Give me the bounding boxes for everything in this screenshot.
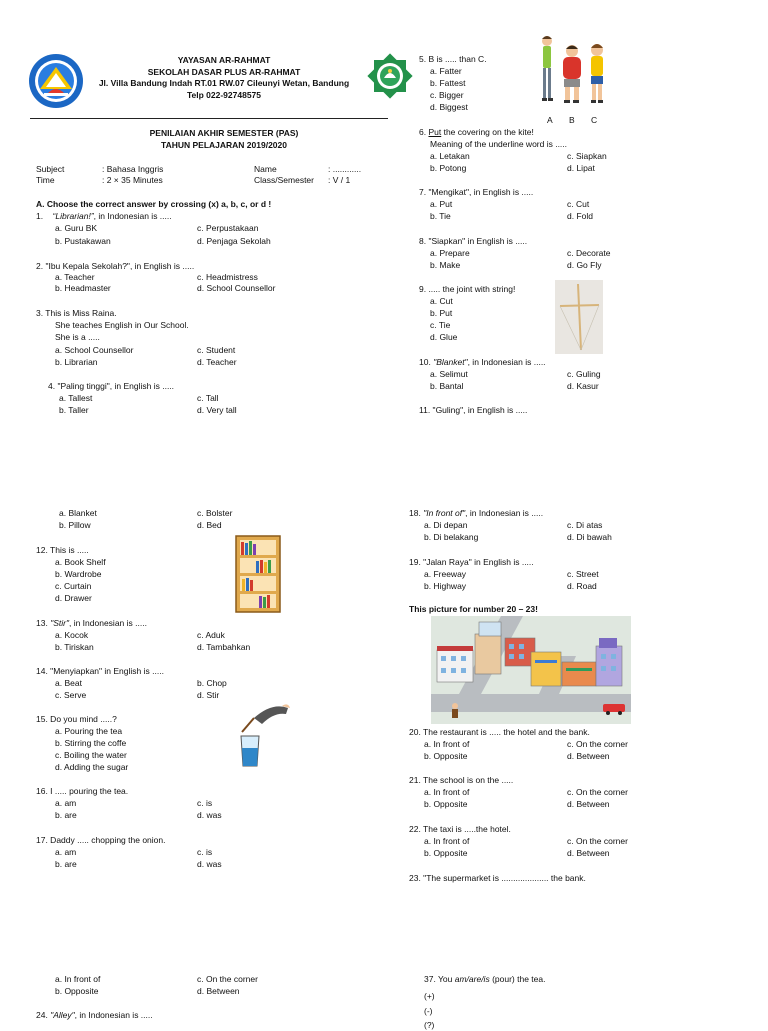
q14-rest: in English is .....: [102, 666, 164, 676]
q13-option-a[interactable]: a. Kocok: [55, 630, 89, 640]
question-8: [419, 236, 527, 247]
q1-option-a[interactable]: a. Guru BK: [55, 223, 98, 233]
q4-option-a[interactable]: a. Tallest: [59, 393, 93, 403]
q7-option-b[interactable]: b. Tie: [430, 211, 451, 221]
q3-option-c[interactable]: c. Student: [197, 345, 236, 355]
question-22: 22. The taxi is .....the hotel.: [409, 824, 511, 834]
q11-option-d[interactable]: d. Bed: [197, 520, 222, 530]
school-address: Jl. Villa Bandung Indah RT.01 RW.07 Cileunyi Wetan, Bandung: [98, 78, 350, 88]
q18-option-a[interactable]: a. Di depan: [424, 520, 468, 530]
q23-option-c[interactable]: c. On the corner: [197, 974, 258, 984]
q10-option-a[interactable]: a. Selimut: [430, 369, 468, 379]
q21-option-c[interactable]: c. On the corner: [567, 787, 628, 797]
q24-term: "Alley": [50, 1010, 75, 1020]
q21-option-d[interactable]: d. Between: [567, 799, 610, 809]
q2-option-b[interactable]: b. Headmaster: [55, 283, 111, 293]
q7-option-d[interactable]: d. Fold: [567, 211, 593, 221]
question-2: [36, 261, 194, 272]
q17-option-a[interactable]: a. am: [55, 847, 77, 857]
q16-option-d[interactable]: d. was: [197, 810, 222, 820]
q7-option-a[interactable]: a. Put: [430, 199, 453, 209]
time-label: Time: [36, 175, 55, 185]
question-37: [424, 974, 545, 985]
q9-option-b[interactable]: b. Put: [430, 308, 453, 318]
q22-option-c[interactable]: c. On the corner: [567, 836, 628, 846]
q10-num: 10.: [419, 357, 434, 367]
kite-frame-photo: [555, 280, 603, 354]
q4-option-c[interactable]: c. Tall: [197, 393, 219, 403]
q23-option-b[interactable]: b. Opposite: [55, 986, 99, 996]
q6-option-b[interactable]: b. Potong: [430, 163, 467, 173]
child-label-c: C: [591, 115, 598, 125]
q10-term: "Blanket": [433, 357, 468, 367]
q1-num: 1.: [36, 211, 44, 221]
q18-rest: , in Indonesian is .....: [465, 508, 544, 518]
question-7: [419, 187, 533, 198]
q8-option-c[interactable]: c. Decorate: [567, 248, 611, 258]
question-24: [36, 1010, 153, 1021]
q1-rest: , in Indonesian is .....: [93, 211, 172, 221]
q13-option-b[interactable]: b. Tiriskan: [55, 642, 94, 652]
q17-option-d[interactable]: d. was: [197, 859, 222, 869]
q23-option-a[interactable]: a. In front of: [55, 974, 101, 984]
q3-line-2: She teaches English in Our School.: [55, 320, 189, 330]
q10-option-d[interactable]: d. Kasur: [567, 381, 599, 391]
q1-term: “Librarian!”: [52, 211, 94, 221]
q14-option-a[interactable]: a. Beat: [55, 678, 82, 688]
q37-interrogative: (?): [424, 1020, 435, 1030]
q20-option-c[interactable]: c. On the corner: [567, 739, 628, 749]
q15-option-c[interactable]: c. Boiling the water: [55, 750, 127, 760]
q2-option-d[interactable]: d. School Counsellor: [197, 283, 276, 293]
subject-value: : Bahasa Inggris: [102, 164, 164, 174]
q6-option-c[interactable]: c. Siapkan: [567, 151, 607, 161]
q8-rest: in English is .....: [465, 236, 528, 246]
q18-option-b[interactable]: b. Di belakang: [424, 532, 479, 542]
question-23: 23. "The supermarket is .................... the bank.: [409, 873, 586, 883]
q7-option-c[interactable]: c. Cut: [567, 199, 590, 209]
q2-term: 2. "Ibu Kepala Sekolah?": [36, 261, 130, 271]
q37-num: 37. You: [424, 974, 455, 984]
q11-rest: , in English is .....: [463, 405, 528, 415]
q7-rest: , in English is .....: [468, 187, 534, 197]
question-14: [36, 666, 164, 677]
q6-option-a[interactable]: a. Letakan: [430, 151, 470, 161]
q13-option-c[interactable]: c. Aduk: [197, 630, 225, 640]
q13-term: "Stir": [50, 618, 69, 628]
q8-option-b[interactable]: b. Make: [430, 260, 461, 270]
q37-negative: (-): [424, 1006, 433, 1016]
q12-option-d[interactable]: d. Drawer: [55, 593, 92, 603]
class-label: Class/Semester: [254, 175, 314, 185]
q18-term: "In front of": [423, 508, 466, 518]
pouring-tea-illustration: [232, 700, 292, 770]
q1-option-c[interactable]: c. Perpustakaan: [197, 223, 259, 233]
q6-num: 6.: [419, 127, 427, 137]
q17-option-c[interactable]: c. is: [197, 847, 213, 857]
q22-option-a[interactable]: a. In front of: [424, 836, 470, 846]
q8-option-d[interactable]: d. Go Fly: [567, 260, 602, 270]
q12-option-c[interactable]: c. Curtain: [55, 581, 92, 591]
q17-option-b[interactable]: b. are: [55, 859, 77, 869]
foundation-name: YAYASAN AR-RAHMAT: [177, 55, 271, 65]
tut-wuri-handayani-logo: [28, 53, 84, 109]
q19-term: 19. "Jalan Raya": [409, 557, 472, 567]
q14-option-c[interactable]: b. Chop: [197, 678, 227, 688]
q3-option-b[interactable]: b. Librarian: [55, 357, 98, 367]
q24-num: 24.: [36, 1010, 51, 1020]
q10-option-c[interactable]: c. Guling: [567, 369, 601, 379]
q9-option-d[interactable]: d. Glue: [430, 332, 458, 342]
q12-option-a[interactable]: a. Book Shelf: [55, 557, 106, 567]
q19-option-d[interactable]: d. Road: [567, 581, 597, 591]
q14-term: 14. "Menyiapkan": [36, 666, 103, 676]
question-18: [409, 508, 543, 519]
q13-num: 13.: [36, 618, 51, 628]
child-label-b: B: [569, 115, 575, 125]
q16-option-c[interactable]: c. is: [197, 798, 213, 808]
q22-option-b[interactable]: b. Opposite: [424, 848, 468, 858]
q23-option-d[interactable]: d. Between: [197, 986, 240, 996]
q6-underlined-word: Put: [428, 127, 442, 137]
bookshelf-illustration: [234, 534, 284, 614]
q11-option-c[interactable]: c. Bolster: [197, 508, 233, 518]
question-11: [419, 405, 527, 416]
q15-option-a[interactable]: a. Pouring the tea: [55, 726, 123, 736]
q1-option-d[interactable]: d. Penjaga Sekolah: [197, 236, 271, 246]
q18-num: 18.: [409, 508, 424, 518]
q1-option-b[interactable]: b. Pustakawan: [55, 236, 111, 246]
q18-option-c[interactable]: c. Di atas: [567, 520, 603, 530]
q4-term: 4. "Paling tinggi": [48, 381, 110, 391]
q19-option-c[interactable]: c. Street: [567, 569, 599, 579]
q37-positive: (+): [424, 991, 435, 1001]
question-6: [419, 127, 534, 138]
q18-option-d[interactable]: d. Di bawah: [567, 532, 612, 542]
q5-option-b[interactable]: b. Fattest: [430, 78, 466, 88]
q21-option-b[interactable]: b. Opposite: [424, 799, 468, 809]
q15-option-b[interactable]: b. Stirring the coffe: [55, 738, 127, 748]
q7-term: 7. "Mengikat": [419, 187, 469, 197]
q19-option-b[interactable]: b. Highway: [424, 581, 467, 591]
q19-rest: in English is .....: [471, 557, 534, 567]
name-value[interactable]: : ............: [328, 164, 362, 174]
q2-option-a[interactable]: a. Teacher: [55, 272, 95, 282]
q8-term: 8. "Siapkan": [419, 236, 466, 246]
school-name: SEKOLAH DASAR PLUS AR-RAHMAT: [147, 66, 301, 77]
q9-option-a[interactable]: a. Cut: [430, 296, 453, 306]
name-label: Name: [254, 164, 277, 174]
school-phone: Telp 022-92748575: [186, 89, 262, 100]
question-16: 16. I ..... pouring the tea.: [36, 786, 129, 796]
q3-line-1: 3. This is Miss Raina.: [36, 308, 117, 318]
question-4: [48, 381, 174, 392]
q14-option-d[interactable]: d. Stir: [197, 690, 220, 700]
q11-term: 11. "Guling": [419, 405, 464, 415]
question-13: [36, 618, 147, 629]
q10-rest: , in Indonesian is .....: [467, 357, 546, 367]
header-divider: [30, 118, 388, 119]
q13-rest: , in Indonesian is .....: [68, 618, 147, 628]
q6-line-2: Meaning of the underline word is .....: [430, 139, 568, 149]
q10-option-b[interactable]: b. Bantal: [430, 381, 464, 391]
ar-rahmat-logo: [364, 50, 416, 102]
q3-option-d[interactable]: d. Teacher: [197, 357, 237, 367]
subject-label: Subject: [36, 164, 65, 174]
exam-title: PENILAIAN AKHIR SEMESTER (PAS): [149, 128, 299, 138]
q3-option-a[interactable]: a. School Counsellor: [55, 345, 134, 355]
q20-option-a[interactable]: a. In front of: [424, 739, 470, 749]
q37-rest: (pour) the tea.: [489, 974, 546, 984]
child-label-a: A: [547, 115, 553, 125]
question-15: 15. Do you mind .....?: [36, 714, 117, 724]
q15-option-d[interactable]: d. Adding the sugar: [55, 762, 129, 772]
q20-option-b[interactable]: b. Opposite: [424, 751, 468, 761]
q8-option-a[interactable]: a. Prepare: [430, 248, 470, 258]
q16-option-a[interactable]: a. am: [55, 798, 77, 808]
q4-option-b[interactable]: b. Taller: [59, 405, 89, 415]
q11-option-a[interactable]: a. Blanket: [59, 508, 97, 518]
question-17: 17. Daddy ..... chopping the onion.: [36, 835, 166, 845]
q20-option-d[interactable]: d. Between: [567, 751, 610, 761]
question-12: 12. This is .....: [36, 545, 89, 555]
instruction: A. Choose the correct answer by crossing (x) a, b, c, or d !: [36, 199, 272, 209]
question-10: [419, 357, 546, 368]
q4-rest: , in English is .....: [109, 381, 175, 391]
q22-option-d[interactable]: d. Between: [567, 848, 610, 858]
q14-option-b[interactable]: c. Serve: [55, 690, 87, 700]
city-map-illustration: [431, 616, 631, 724]
question-20: 20. The restaurant is ..... the hotel and the bank.: [409, 727, 590, 737]
q6-rest: the covering on the kite!: [441, 127, 534, 137]
q6-option-d[interactable]: d. Lipat: [567, 163, 595, 173]
q5-option-a[interactable]: a. Fatter: [430, 66, 462, 76]
question-5: 5. B is ..... than C.: [419, 54, 487, 64]
q2-rest: , in English is .....: [129, 261, 195, 271]
q2-option-c[interactable]: c. Headmistress: [197, 272, 258, 282]
q9-option-c[interactable]: c. Tie: [430, 320, 451, 330]
question-9: 9. ..... the joint with string!: [419, 284, 516, 294]
class-value: : V / 1: [328, 175, 351, 185]
q5-option-d[interactable]: d. Biggest: [430, 102, 468, 112]
q37-choices: am/are/is: [454, 974, 490, 984]
picture-note: This picture for number 20 – 23!: [409, 604, 538, 614]
q13-option-d[interactable]: d. Tambahkan: [197, 642, 251, 652]
q19-option-a[interactable]: a. Freeway: [424, 569, 467, 579]
question-1: [36, 211, 172, 222]
q12-option-b[interactable]: b. Wardrobe: [55, 569, 102, 579]
q16-option-b[interactable]: b. are: [55, 810, 77, 820]
q24-rest: , in Indonesian is .....: [74, 1010, 153, 1020]
q3-line-3: She is a .....: [55, 332, 100, 342]
exam-year: TAHUN PELAJARAN 2019/2020: [161, 139, 287, 150]
q21-option-a[interactable]: a. In front of: [424, 787, 470, 797]
q11-option-b[interactable]: b. Pillow: [59, 520, 91, 530]
q4-option-d[interactable]: d. Very tall: [197, 405, 237, 415]
question-21: 21. The school is on the .....: [409, 775, 514, 785]
three-children-illustration: [536, 32, 610, 112]
question-19: [409, 557, 534, 568]
q5-option-c[interactable]: c. Bigger: [430, 90, 464, 100]
time-value: : 2 × 35 Minutes: [102, 175, 163, 185]
